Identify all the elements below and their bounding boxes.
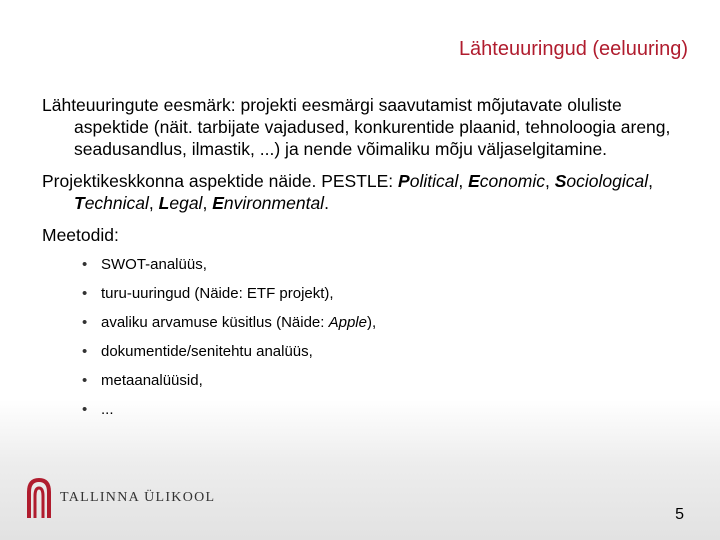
pestle-sep: , (148, 193, 159, 213)
pestle-word-technical: echnical (84, 193, 149, 213)
page-number: 5 (675, 506, 684, 523)
pestle-letter-p: P (398, 171, 410, 191)
slide-title: Lähteuuringud (eeluuring) (458, 38, 688, 60)
list-item: • SWOT-analüüs, (82, 250, 692, 279)
pestle-prefix: Projektikeskkonna aspektide näide. PESTLE: (42, 171, 399, 191)
logo-text: TALLINNA ÜLIKOOL (60, 490, 216, 505)
logo-emblem-icon (26, 476, 52, 520)
university-logo (26, 476, 266, 520)
pestle-word-economic: conomic (479, 171, 545, 191)
list-item: • turu-uuringud (Näide: ETF projekt), (82, 279, 692, 308)
slide-body (42, 94, 692, 424)
methods-heading: Meetodid: (42, 225, 119, 245)
list-item-apple: Apple (328, 314, 367, 331)
pestle-letter-e2: E (212, 193, 224, 213)
pestle-letter-e: E (468, 171, 480, 191)
pestle-letter-t: T (74, 193, 85, 213)
paragraph-purpose: Lähteuuringute eesmärk: projekti eesmärgi saavutamist mõjutavate oluliste aspektide (näit. tarbijate vajadused, konkurentide plaanid, tehnoloogia areng, seadusandlus, ilmastik, ...) ja nende võimaliku mõju väljaselgitamine. (42, 95, 671, 159)
list-item: • metaanalüüsid, (82, 366, 692, 395)
pestle-end: . (324, 193, 329, 213)
pestle-sep: , (202, 193, 213, 213)
list-item: • ... (82, 395, 692, 424)
pestle-letter-s: S (554, 171, 567, 191)
pestle-letter-l: L (158, 193, 170, 213)
pestle-sep: , (648, 171, 653, 191)
pestle-word-legal: egal (169, 193, 203, 213)
pestle-word-political: olitical (409, 171, 459, 191)
list-item: • dokumentide/senitehtu analüüs, (82, 337, 692, 366)
methods-list (42, 250, 692, 424)
pestle-sep: , (544, 171, 555, 191)
pestle-sep: , (458, 171, 469, 191)
paragraph-pestle (42, 170, 692, 214)
list-item (82, 308, 692, 337)
list-item-text: ), (366, 314, 377, 331)
list-item-text: avaliku arvamuse küsitlus (Näide: (101, 314, 329, 331)
pestle-word-environmental: nvironmental (223, 193, 325, 213)
pestle-word-sociological: ociological (566, 171, 649, 191)
